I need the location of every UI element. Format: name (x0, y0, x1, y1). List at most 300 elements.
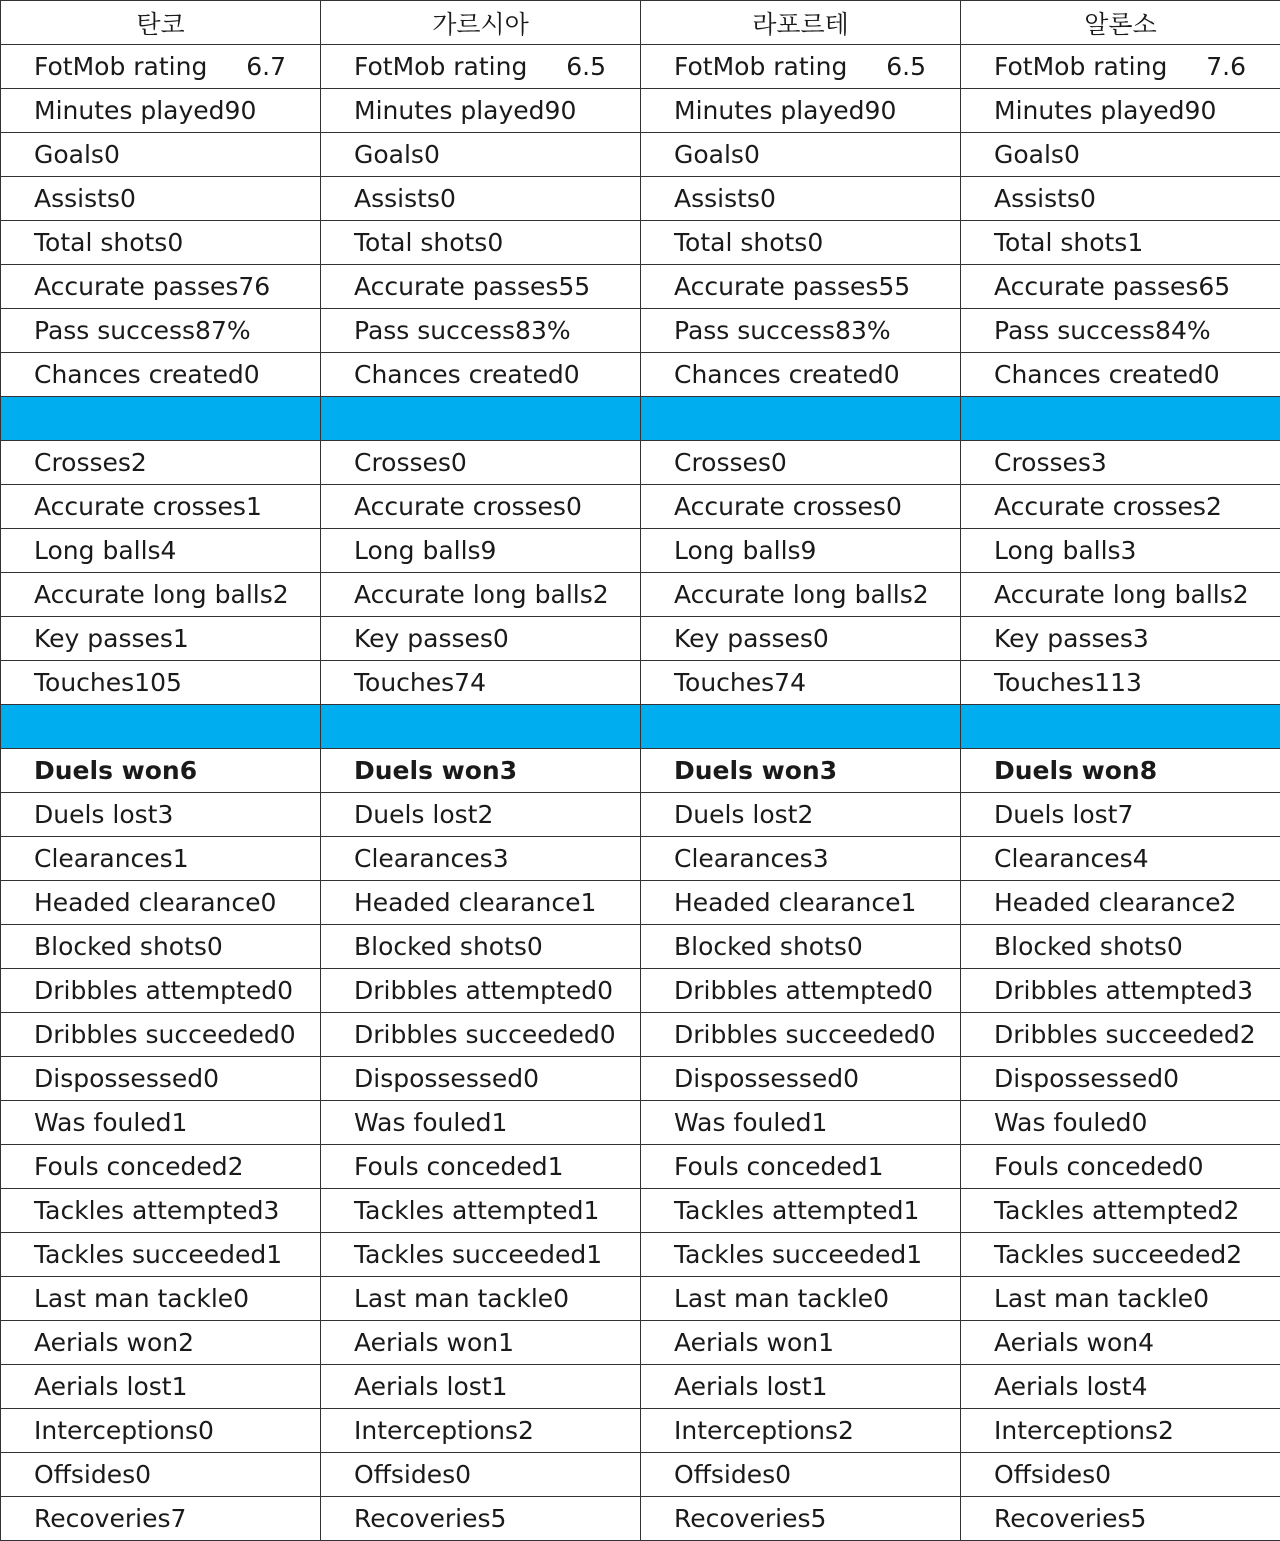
stat-row (1, 529, 1280, 573)
rating-cell (1, 45, 321, 89)
rating-cell (321, 45, 641, 89)
stat-row (1, 749, 1280, 793)
stat-cell (1, 969, 321, 1013)
stat-text: Pass success87% (1, 309, 320, 352)
stat-text: Tackles succeeded1 (641, 1233, 960, 1276)
stat-row (1, 1321, 1280, 1365)
stat-text: Chances created0 (961, 353, 1280, 396)
stat-text: Accurate crosses2 (961, 485, 1280, 528)
stat-cell (961, 89, 1280, 133)
stat-cell (321, 1013, 641, 1057)
stat-row (1, 1409, 1280, 1453)
stat-cell (1, 1409, 321, 1453)
stat-text: Accurate passes55 (641, 265, 960, 308)
stat-text: Interceptions2 (641, 1409, 960, 1452)
stat-text: Tackles succeeded2 (961, 1233, 1280, 1276)
stat-text: Goals0 (1, 133, 320, 176)
stat-text: Minutes played90 (641, 89, 960, 132)
stat-text: Assists0 (641, 177, 960, 220)
stat-row (1, 133, 1280, 177)
rating-cell (961, 45, 1280, 89)
stat-row (1, 837, 1280, 881)
stat-text: Key passes0 (641, 617, 960, 660)
stat-text: Clearances1 (1, 837, 320, 880)
rating-label: FotMob rating (994, 52, 1167, 81)
stat-row (1, 441, 1280, 485)
stat-cell (321, 309, 641, 353)
stat-cell (1, 1453, 321, 1497)
rating-label: FotMob rating (354, 52, 527, 81)
stat-cell (641, 1189, 961, 1233)
stat-text: Duels lost2 (321, 793, 640, 836)
stat-text: Headed clearance0 (1, 881, 320, 924)
stat-cell (321, 177, 641, 221)
stat-cell (321, 1189, 641, 1233)
stat-cell (641, 573, 961, 617)
stat-row (1, 1145, 1280, 1189)
stat-cell (1, 1057, 321, 1101)
stat-text: Dispossessed0 (321, 1057, 640, 1100)
stat-cell (961, 177, 1280, 221)
stat-cell (961, 309, 1280, 353)
stat-text: Was fouled1 (1, 1101, 320, 1144)
stat-text: Goals0 (641, 133, 960, 176)
stat-text: Aerials lost1 (1, 1365, 320, 1408)
stat-text: Fouls conceded1 (641, 1145, 960, 1188)
stat-cell (641, 837, 961, 881)
stat-text: Tackles attempted1 (321, 1189, 640, 1232)
stat-cell (321, 925, 641, 969)
stat-cell (961, 1365, 1280, 1409)
stat-row (1, 1497, 1280, 1541)
stat-cell (641, 1365, 961, 1409)
stat-text: Blocked shots0 (641, 925, 960, 968)
stat-row (1, 617, 1280, 661)
stat-cell (321, 485, 641, 529)
stat-text: Chances created0 (321, 353, 640, 396)
stat-text: Accurate crosses1 (1, 485, 320, 528)
stat-text: Touches105 (1, 661, 320, 704)
stat-text: Pass success83% (321, 309, 640, 352)
stat-text: Duels won6 (1, 749, 320, 792)
stat-row (1, 1013, 1280, 1057)
stat-cell (1, 1101, 321, 1145)
stat-cell (321, 573, 641, 617)
header-row (1, 1, 1280, 45)
stat-text: Clearances3 (321, 837, 640, 880)
stat-text: Dribbles succeeded0 (321, 1013, 640, 1056)
stat-cell (1, 485, 321, 529)
rating-label: FotMob rating (34, 52, 207, 81)
stat-cell (641, 89, 961, 133)
stat-text: Accurate long balls2 (641, 573, 960, 616)
stat-text: Duels lost2 (641, 793, 960, 836)
stat-row (1, 1057, 1280, 1101)
stat-cell (641, 793, 961, 837)
section-separator-cell (961, 397, 1280, 441)
stat-cell (321, 89, 641, 133)
stat-cell (1, 573, 321, 617)
stat-cell (1, 1365, 321, 1409)
stat-text: Assists0 (961, 177, 1280, 220)
stat-text: Blocked shots0 (961, 925, 1280, 968)
rating-value: 6.5 (886, 52, 926, 81)
stat-text: Dribbles attempted0 (321, 969, 640, 1012)
stat-cell (961, 1409, 1280, 1453)
stat-cell (1, 529, 321, 573)
stat-text: Dribbles attempted0 (1, 969, 320, 1012)
stat-text: Aerials lost1 (321, 1365, 640, 1408)
stat-cell (321, 1409, 641, 1453)
stat-text: Last man tackle0 (321, 1277, 640, 1320)
stat-cell (961, 1013, 1280, 1057)
stat-cell (321, 441, 641, 485)
stat-text: Total shots0 (641, 221, 960, 264)
stat-text: Last man tackle0 (1, 1277, 320, 1320)
stat-cell (641, 1321, 961, 1365)
stat-cell (641, 1409, 961, 1453)
stat-text: Duels lost3 (1, 793, 320, 836)
stat-row (1, 793, 1280, 837)
stat-cell (321, 1453, 641, 1497)
stat-text: Was fouled1 (321, 1101, 640, 1144)
stat-row (1, 969, 1280, 1013)
stat-cell (1, 1497, 321, 1541)
stat-row (1, 353, 1280, 397)
stat-cell (1, 1013, 321, 1057)
player-name-header: 탄코 (1, 1, 321, 45)
stat-text: Recoveries5 (321, 1497, 640, 1540)
stat-cell (961, 837, 1280, 881)
stat-cell (641, 1497, 961, 1541)
stat-text: Long balls9 (641, 529, 960, 572)
stat-text: Minutes played90 (1, 89, 320, 132)
stat-cell (961, 133, 1280, 177)
stat-cell (321, 1497, 641, 1541)
stat-text: Dribbles attempted3 (961, 969, 1280, 1012)
stat-text: Duels won8 (961, 749, 1280, 792)
stat-row (1, 89, 1280, 133)
stat-text: Total shots1 (961, 221, 1280, 264)
stat-text: Long balls3 (961, 529, 1280, 572)
stat-text: Interceptions2 (961, 1409, 1280, 1452)
stat-text: Offsides0 (321, 1453, 640, 1496)
section-separator-row (1, 705, 1280, 749)
stat-cell (1, 1321, 321, 1365)
stat-text: Interceptions2 (321, 1409, 640, 1452)
stat-text: Duels lost7 (961, 793, 1280, 836)
stat-row (1, 1189, 1280, 1233)
stat-cell (961, 969, 1280, 1013)
stat-text: Minutes played90 (961, 89, 1280, 132)
stat-cell (641, 1101, 961, 1145)
stat-text: Touches74 (641, 661, 960, 704)
stat-cell (641, 133, 961, 177)
stat-cell (641, 265, 961, 309)
stat-row (1, 925, 1280, 969)
stat-text: Offsides0 (1, 1453, 320, 1496)
stat-cell (961, 1233, 1280, 1277)
stat-cell (1, 1145, 321, 1189)
stat-cell (641, 661, 961, 705)
stat-cell (321, 1233, 641, 1277)
stat-cell (1, 1233, 321, 1277)
section-separator-cell (641, 705, 961, 749)
stat-cell (321, 1365, 641, 1409)
stat-text: Goals0 (321, 133, 640, 176)
rating-value: 7.6 (1206, 52, 1246, 81)
stat-cell (321, 793, 641, 837)
stat-text: Crosses0 (321, 441, 640, 484)
stat-cell (321, 837, 641, 881)
rating-cell (641, 45, 961, 89)
stat-cell (321, 881, 641, 925)
rating-row (1, 45, 1280, 89)
stat-text: Duels won3 (321, 749, 640, 792)
stat-cell (1, 89, 321, 133)
stat-text: Headed clearance1 (321, 881, 640, 924)
stat-cell (641, 1013, 961, 1057)
stat-cell (961, 749, 1280, 793)
stat-cell (961, 617, 1280, 661)
section-separator-row (1, 397, 1280, 441)
stat-text: Aerials lost1 (641, 1365, 960, 1408)
stat-text: Recoveries5 (641, 1497, 960, 1540)
stat-text: Headed clearance2 (961, 881, 1280, 924)
stat-cell (961, 441, 1280, 485)
stat-cell (961, 265, 1280, 309)
stat-cell (321, 1057, 641, 1101)
stat-cell (641, 1233, 961, 1277)
player-name-header: 알론소 (961, 1, 1280, 45)
stat-cell (321, 969, 641, 1013)
stat-text: Blocked shots0 (1, 925, 320, 968)
stat-row (1, 573, 1280, 617)
stat-cell (641, 529, 961, 573)
stat-cell (1, 1277, 321, 1321)
stat-text: Dribbles succeeded2 (961, 1013, 1280, 1056)
stat-text: Minutes played90 (321, 89, 640, 132)
stat-text: Total shots0 (1, 221, 320, 264)
stat-text: Dispossessed0 (641, 1057, 960, 1100)
stat-cell (961, 353, 1280, 397)
stat-text: Assists0 (1, 177, 320, 220)
section-separator-cell (1, 705, 321, 749)
stat-text: Total shots0 (321, 221, 640, 264)
stat-text: Fouls conceded0 (961, 1145, 1280, 1188)
stat-cell (961, 573, 1280, 617)
stat-cell (961, 1453, 1280, 1497)
stat-cell (961, 1145, 1280, 1189)
section-separator-cell (641, 397, 961, 441)
stat-text: Pass success83% (641, 309, 960, 352)
stat-cell (961, 661, 1280, 705)
stat-text: Aerials lost4 (961, 1365, 1280, 1408)
stat-cell (321, 133, 641, 177)
stat-cell (321, 1277, 641, 1321)
stat-row (1, 1101, 1280, 1145)
stat-text: Key passes1 (1, 617, 320, 660)
table-header (1, 1, 1280, 45)
stat-text: Clearances3 (641, 837, 960, 880)
stat-cell (1, 353, 321, 397)
stat-text: Last man tackle0 (961, 1277, 1280, 1320)
stat-cell (321, 221, 641, 265)
stat-cell (321, 353, 641, 397)
stat-cell (641, 969, 961, 1013)
rating-label: FotMob rating (674, 52, 847, 81)
stat-text: Accurate long balls2 (1, 573, 320, 616)
stat-text: Crosses2 (1, 441, 320, 484)
section-separator-cell (1, 397, 321, 441)
stat-text: Aerials won1 (641, 1321, 960, 1364)
stat-cell (961, 1277, 1280, 1321)
stat-cell (961, 1057, 1280, 1101)
stat-cell (641, 1145, 961, 1189)
stat-text: Chances created0 (1, 353, 320, 396)
stat-cell (961, 925, 1280, 969)
stat-cell (321, 1101, 641, 1145)
stat-cell (961, 529, 1280, 573)
stat-cell (961, 221, 1280, 265)
stat-row (1, 265, 1280, 309)
stat-row (1, 177, 1280, 221)
rating-cell-content (961, 45, 1280, 88)
stat-cell (321, 661, 641, 705)
stat-text: Offsides0 (961, 1453, 1280, 1496)
stat-cell (641, 881, 961, 925)
stat-cell (1, 1189, 321, 1233)
stat-row (1, 881, 1280, 925)
stat-text: Dribbles succeeded0 (1, 1013, 320, 1056)
stat-text: Chances created0 (641, 353, 960, 396)
stat-cell (641, 485, 961, 529)
stat-text: Key passes3 (961, 617, 1280, 660)
stat-text: Duels won3 (641, 749, 960, 792)
stat-text: Tackles succeeded1 (1, 1233, 320, 1276)
stat-text: Accurate crosses0 (321, 485, 640, 528)
stat-cell (321, 1321, 641, 1365)
stat-cell (641, 441, 961, 485)
stat-cell (321, 529, 641, 573)
rating-cell-content (1, 45, 320, 88)
stat-cell (961, 793, 1280, 837)
stat-text: Recoveries7 (1, 1497, 320, 1540)
stat-cell (1, 749, 321, 793)
player-name-header: 라포르테 (641, 1, 961, 45)
stat-text: Interceptions0 (1, 1409, 320, 1452)
stat-text: Accurate passes65 (961, 265, 1280, 308)
stat-cell (1, 925, 321, 969)
stat-text: Accurate crosses0 (641, 485, 960, 528)
stat-cell (321, 749, 641, 793)
rating-cell-content (641, 45, 960, 88)
section-separator-cell (321, 397, 641, 441)
stat-text: Tackles attempted1 (641, 1189, 960, 1232)
stat-row (1, 1233, 1280, 1277)
rating-value: 6.5 (566, 52, 606, 81)
stat-cell (1, 617, 321, 661)
stat-cell (1, 309, 321, 353)
stat-text: Dispossessed0 (961, 1057, 1280, 1100)
stat-cell (641, 309, 961, 353)
section-separator-cell (961, 705, 1280, 749)
stat-cell (961, 881, 1280, 925)
stat-cell (1, 881, 321, 925)
stat-text: Crosses0 (641, 441, 960, 484)
stat-row (1, 1277, 1280, 1321)
stat-text: Dribbles succeeded0 (641, 1013, 960, 1056)
stat-text: Long balls9 (321, 529, 640, 572)
stat-text: Recoveries5 (961, 1497, 1280, 1540)
stat-row (1, 221, 1280, 265)
player-name-header: 가르시아 (321, 1, 641, 45)
stat-text: Aerials won1 (321, 1321, 640, 1364)
stat-text: Goals0 (961, 133, 1280, 176)
stat-text: Dispossessed0 (1, 1057, 320, 1100)
stat-text: Accurate passes55 (321, 265, 640, 308)
stat-text: Blocked shots0 (321, 925, 640, 968)
stat-cell (1, 837, 321, 881)
stat-row (1, 1365, 1280, 1409)
stat-cell (1, 793, 321, 837)
stat-text: Clearances4 (961, 837, 1280, 880)
stat-text: Long balls4 (1, 529, 320, 572)
stat-cell (961, 1101, 1280, 1145)
stat-cell (641, 925, 961, 969)
stat-text: Tackles succeeded1 (321, 1233, 640, 1276)
stat-text: Accurate long balls2 (321, 573, 640, 616)
stat-cell (1, 177, 321, 221)
stat-cell (961, 485, 1280, 529)
stat-text: Fouls conceded2 (1, 1145, 320, 1188)
stat-cell (961, 1497, 1280, 1541)
stat-text: Aerials won2 (1, 1321, 320, 1364)
stat-text: Aerials won4 (961, 1321, 1280, 1364)
stat-cell (641, 353, 961, 397)
stat-row (1, 485, 1280, 529)
stat-text: Crosses3 (961, 441, 1280, 484)
stat-cell (641, 1057, 961, 1101)
stat-text: Accurate passes76 (1, 265, 320, 308)
stat-text: Tackles attempted3 (1, 1189, 320, 1232)
stat-cell (641, 617, 961, 661)
stat-cell (961, 1189, 1280, 1233)
stat-text: Accurate long balls2 (961, 573, 1280, 616)
stat-row (1, 661, 1280, 705)
stat-cell (641, 749, 961, 793)
stat-cell (641, 1277, 961, 1321)
stat-text: Was fouled0 (961, 1101, 1280, 1144)
stat-cell (1, 221, 321, 265)
stat-row (1, 309, 1280, 353)
stat-text: Headed clearance1 (641, 881, 960, 924)
stat-cell (1, 441, 321, 485)
stat-cell (321, 1145, 641, 1189)
stat-cell (961, 1321, 1280, 1365)
stat-cell (641, 177, 961, 221)
stat-text: Offsides0 (641, 1453, 960, 1496)
stat-text: Touches113 (961, 661, 1280, 704)
stat-text: Assists0 (321, 177, 640, 220)
stat-text: Touches74 (321, 661, 640, 704)
stat-text: Last man tackle0 (641, 1277, 960, 1320)
stat-text: Key passes0 (321, 617, 640, 660)
stat-cell (1, 133, 321, 177)
stat-cell (641, 1453, 961, 1497)
stat-text: Pass success84% (961, 309, 1280, 352)
rating-value: 6.7 (246, 52, 286, 81)
